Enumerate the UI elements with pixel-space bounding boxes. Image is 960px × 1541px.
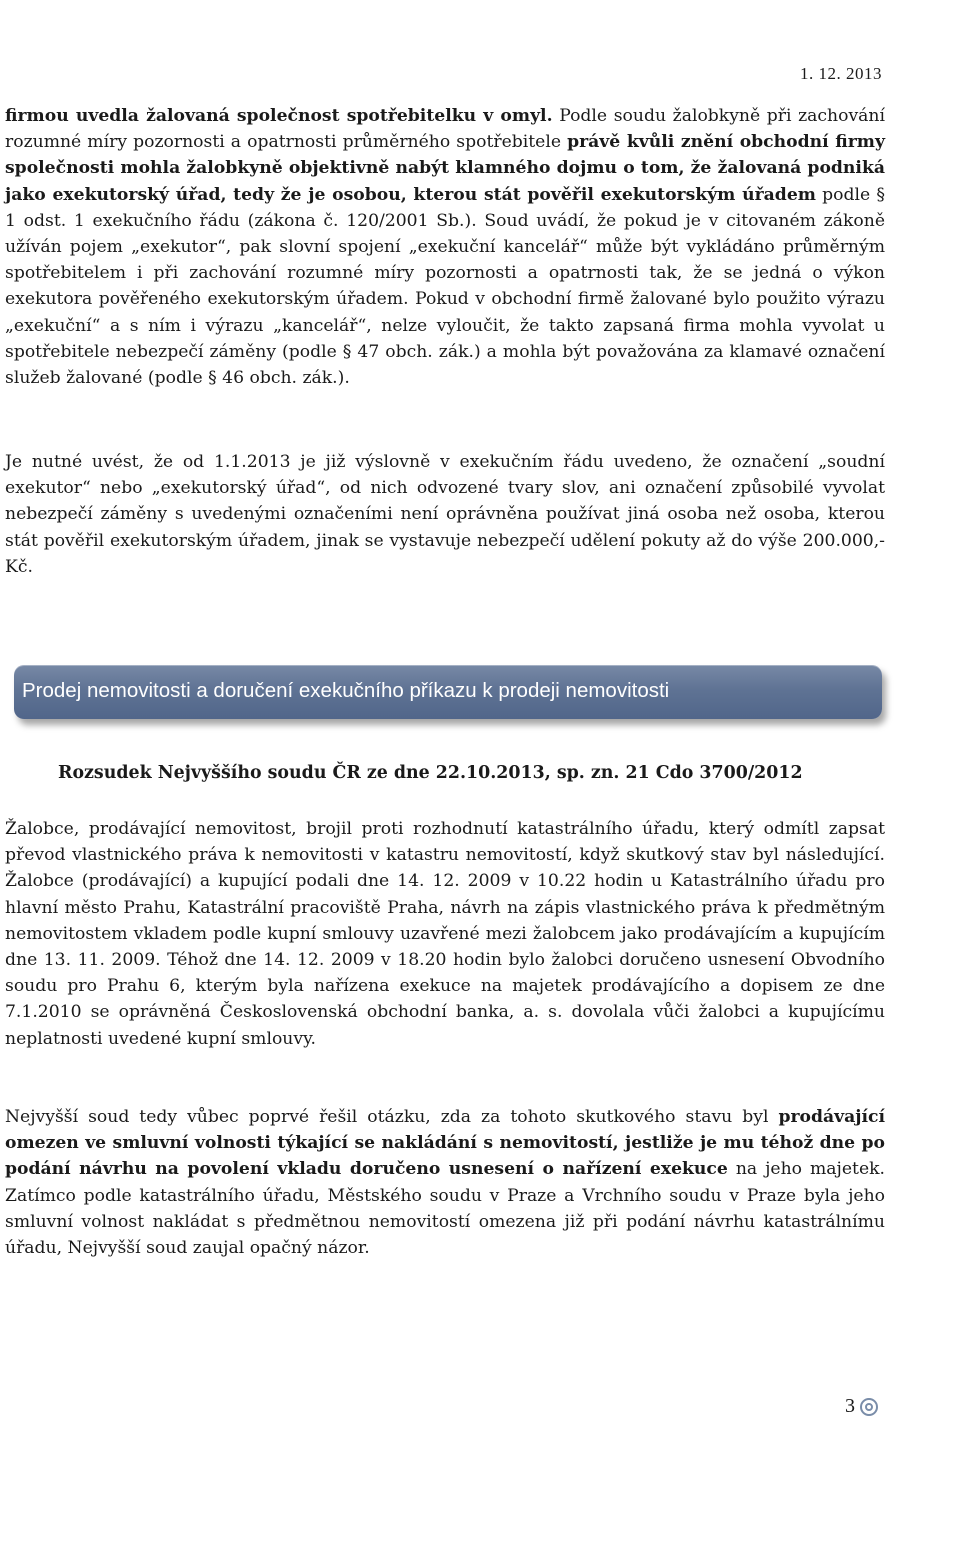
paragraph-4 — [5, 1104, 885, 1261]
paragraph-3: Žalobce, prodávající nemovitost, brojil proti rozhodnutí katastrálního úřadu, který odmítl zapsat převod vlastnického práva k nemovitosti v katastru nemovitostí, když skutkový stav byl následující. Žalobce (prodávající) a kupující podali dne 14. 12. 2009 v 10.22 hodin u Katastrálního úřadu pro hlavní město Prahu, Katastrální pracoviště Praha, návrh na zápis vlastnického práva k předmětným nemovitostem vkladem podle kupní smlouvy uzavřené mezi žalobcem jako prodávajícím a kupujícím dne 13. 11. 2009. Téhož dne 14. 12. 2009 v 18.20 hodin bylo žalobci doručeno usnesení Obvodního soudu pro Prahu 6, kterým byla nařízena exekuce na majetek prodávajícího a dopisem ze dne 7.1.2010 se oprávněná Československá obchodní banka, a. s. dovolala vůči žalobci a kupujícímu neplatnosti uvedené kupní smlouvy. — [5, 819, 885, 1049]
section-subtitle: Rozsudek Nejvyššího soudu ČR ze dne 22.10.2013, sp. zn. 21 Cdo 3700/2012 — [58, 763, 803, 783]
page-number — [845, 1395, 878, 1418]
paragraph-text: Nejvyšší soud tedy vůbec poprvé řešil otázku, zda za tohoto skutkového stavu byl — [5, 1107, 779, 1127]
paragraph-1 — [5, 103, 885, 391]
bold-emphasis-text: právě kvůli znění obchodní firmy společnosti mohla žalobkyně objektivně nabýt klamného dojmu o tom, že žalovaná podniká jako exekutorský úřad, tedy že je osobou, kterou stát pověřil exekutorským úřadem — [5, 132, 885, 205]
target-icon — [860, 1398, 878, 1416]
paragraph-text: podle § 1 odst. 1 exekučního řádu (zákona č. 120/2001 Sb.). Soud uvádí, že pokud je v citovaném zákoně užíván pojem „exekutor“, pak slovní spojení „exekuční kancelář“ může být vykládáno průměrným spotřebitelem i při zachování rozumné míry pozornosti a opatrnosti tak, že se jedná o výkon exekutora pověřeného exekutorským úřadem. Pokud v obchodní firmě žalované bylo použito výrazu „exekuční“ a s ním i výrazu „kancelář“, nelze vyloučit, že takto zapsaná firma mohla vyvolat u spotřebitele nebezpečí záměny (podle § 47 obch. zák.) a mohla být považována za klamavé označení služeb žalované (podle § 46 obch. zák.). — [5, 184, 885, 389]
section-banner — [14, 665, 882, 719]
bold-emphasis-text: prodávající omezen ve smluvní volnosti týkající se nakládání s nemovitostí, jestliže je mu téhož dne po podání návrhu na povolení vkladu doručeno usnesení o nařízení exekuce — [5, 1107, 885, 1180]
paragraph-text: Podle soudu žalobkyně při zachování rozumné míry pozornosti a opatrnosti průměrného spotřebitele — [5, 106, 886, 153]
page-number-text: 3 — [845, 1395, 855, 1417]
paragraph-text: na jeho majetek. Zatímco podle katastrálního úřadu, Městského soudu v Praze a Vrchního soudu v Praze byla jeho smluvní volnost nakládat s předmětnou nemovitostí omezena již při podání návrhu katastrálnímu úřadu, Nejvyšší soud zaujal opačný názor. — [5, 1159, 885, 1259]
section-title: Prodej nemovitosti a doručení exekučního příkazu k prodeji nemovitosti — [22, 679, 670, 702]
bold-lead-text: firmou uvedla žalovaná společnost spotřebitelku v omyl. — [5, 106, 553, 126]
paragraph-2: Je nutné uvést, že od 1.1.2013 je již výslovně v exekučním řádu uvedeno, že označení „soudní exekutor“ nebo „exekutorský úřad“, od nich odvozené tvary slov, ani označení způsobilé vyvolat nebezpečí záměny s uvedenými označeními není oprávněna používat jiná osoba než osoba, kterou stát pověřil exekutorským úřadem, jinak se vystavuje nebezpečí udělení pokuty až do výše 200.000,- Kč. — [5, 452, 885, 577]
document-date: 1. 12. 2013 — [800, 64, 882, 83]
